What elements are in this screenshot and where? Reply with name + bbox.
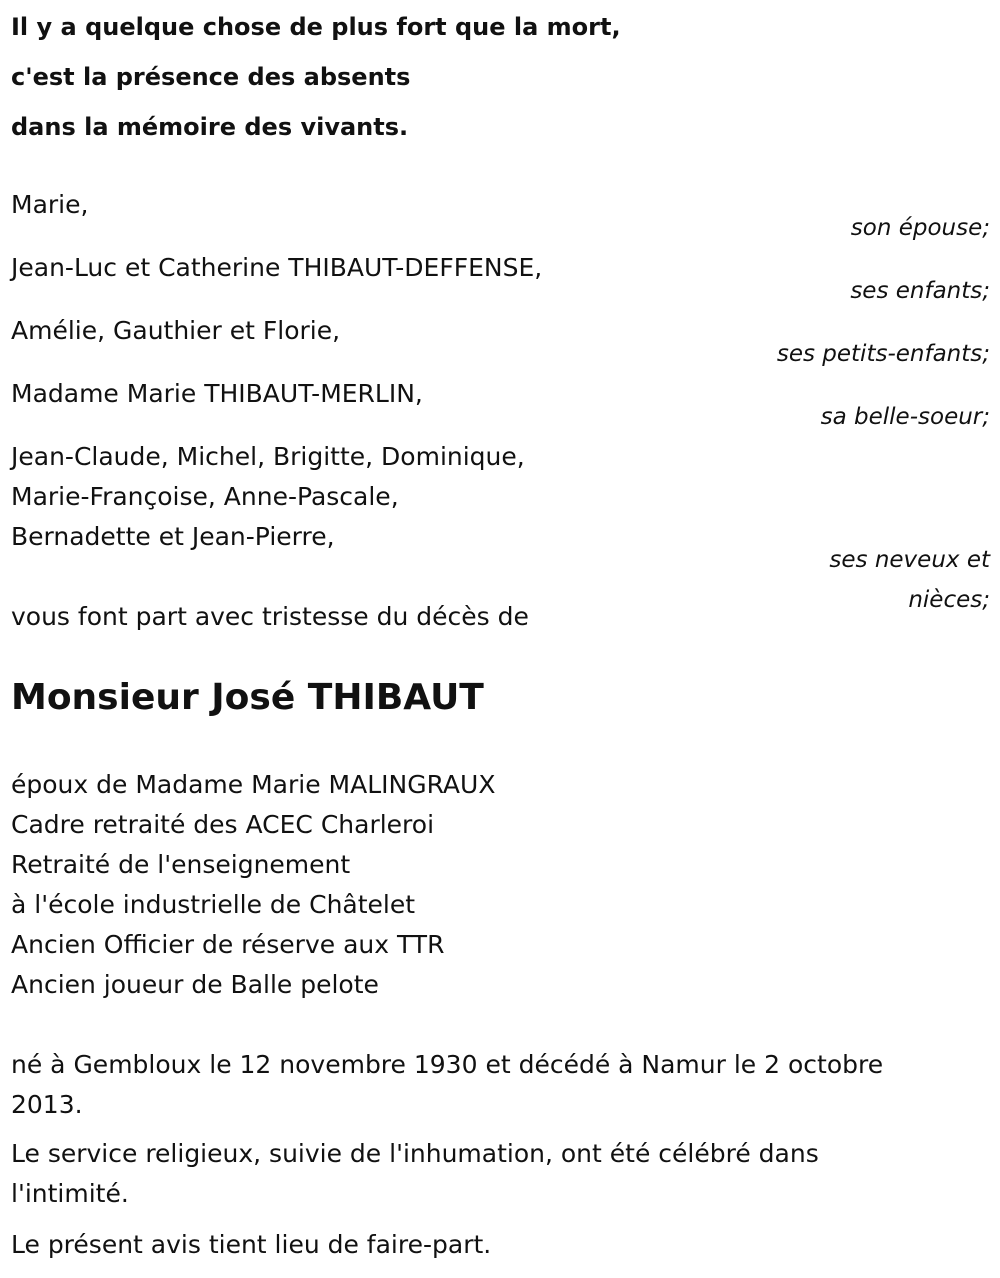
title-line-1: époux de Madame Marie MALINGRAUX <box>11 770 496 799</box>
family-children-names: Jean-Luc et Catherine THIBAUT-DEFFENSE, <box>11 253 543 282</box>
birth-death-line-1: né à Gembloux le 12 novembre 1930 et décédé à Namur le 2 octobre <box>11 1050 884 1079</box>
family-nephews-names-3: Bernadette et Jean-Pierre, <box>11 522 335 551</box>
service-line-2: l'intimité. <box>11 1179 129 1208</box>
title-line-2: Cadre retraité des ACEC Charleroi <box>11 810 435 839</box>
quote-line-3: dans la mémoire des vivants. <box>11 113 409 141</box>
family-grandchildren-names: Amélie, Gauthier et Florie, <box>11 316 341 345</box>
family-grandchildren-relation: ses petits-enfants; <box>776 341 990 367</box>
family-nephews-relation-2: nièces; <box>908 587 990 613</box>
title-line-6: Ancien joueur de Balle pelote <box>11 970 379 999</box>
family-nephews-names-2: Marie-Françoise, Anne-Pascale, <box>11 482 399 511</box>
family-nephews-relation-1: ses neveux et <box>829 547 990 573</box>
title-line-3: Retraité de l'enseignement <box>11 850 351 879</box>
title-line-4: à l'école industrielle de Châtelet <box>11 890 416 919</box>
quote-line-1: Il y a quelque chose de plus fort que la mort, <box>11 13 621 41</box>
deceased-name: Monsieur José THIBAUT <box>11 677 484 718</box>
birth-death-line-2: 2013. <box>11 1090 83 1119</box>
announcement: vous font part avec tristesse du décès de <box>11 602 529 631</box>
family-spouse-name: Marie, <box>11 190 89 219</box>
family-sister-in-law-name: Madame Marie THIBAUT-MERLIN, <box>11 379 423 408</box>
family-spouse-relation: son épouse; <box>850 215 990 241</box>
closing-note: Le présent avis tient lieu de faire-part. <box>11 1230 492 1259</box>
family-children-relation: ses enfants; <box>850 278 990 304</box>
service-line-1: Le service religieux, suivie de l'inhumation, ont été célébré dans <box>11 1139 819 1168</box>
family-sister-in-law-relation: sa belle-soeur; <box>820 404 990 430</box>
family-nephews-names-1: Jean-Claude, Michel, Brigitte, Dominique, <box>11 442 525 471</box>
quote-line-2: c'est la présence des absents <box>11 63 411 91</box>
title-line-5: Ancien Officier de réserve aux TTR <box>11 930 445 959</box>
